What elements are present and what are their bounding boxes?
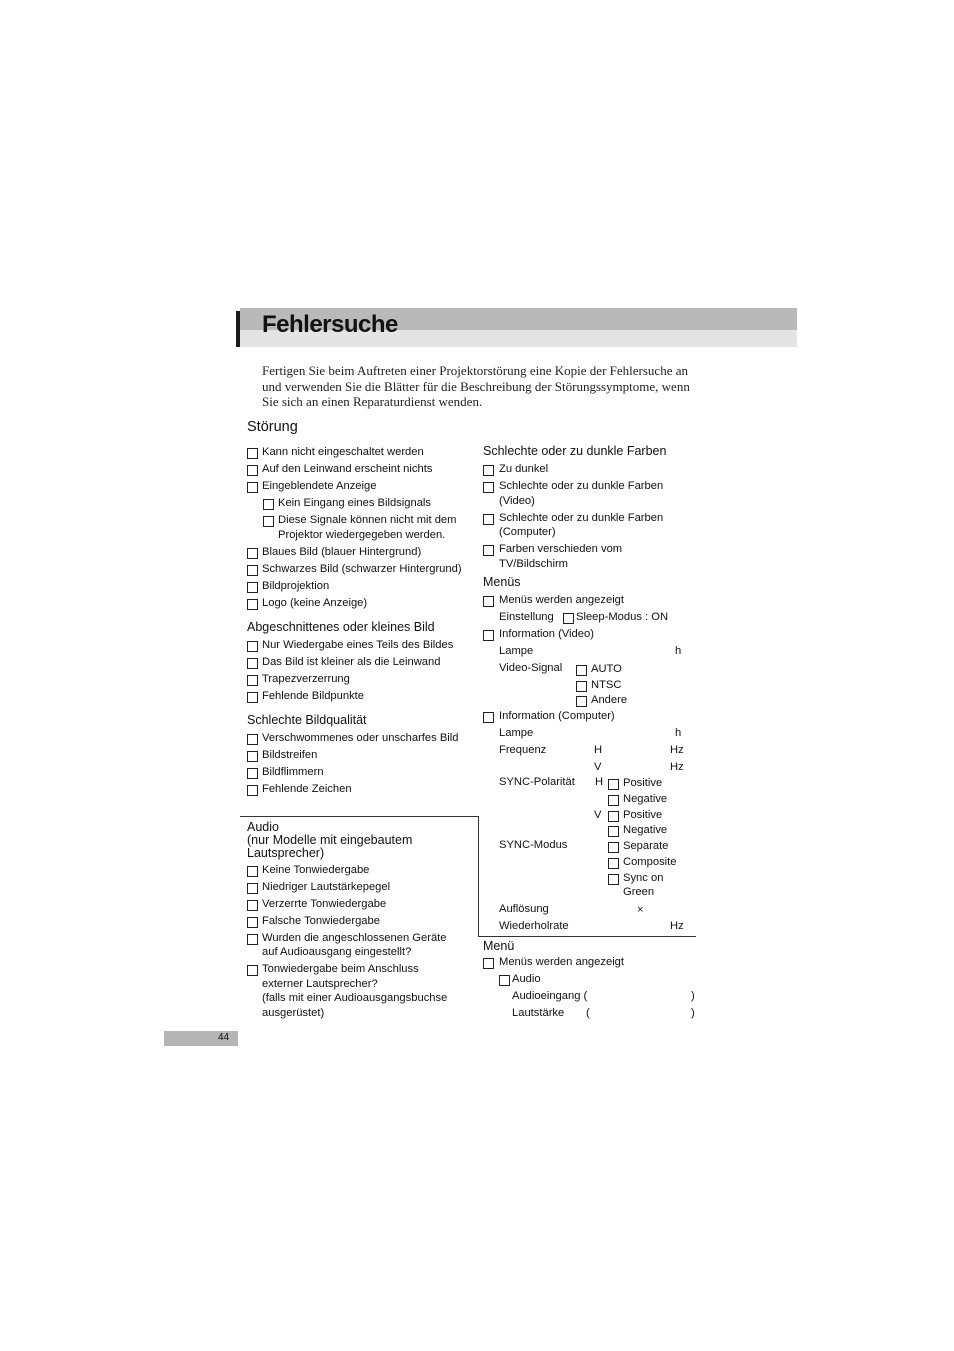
list-item: Zu dunkel [499, 463, 549, 475]
field-label: Frequenz [499, 744, 547, 756]
checkbox[interactable] [247, 934, 258, 945]
list-item: Bildprojektion [262, 580, 330, 592]
checkbox[interactable] [247, 582, 258, 593]
paren: ) [691, 1007, 695, 1019]
checkbox[interactable] [247, 658, 258, 669]
field-label: Audioeingang ( [512, 990, 588, 1002]
intro-paragraph: Fertigen Sie beim Auftreten einer Projektorstörung eine Kopie der Fehlersuche an und verwenden Sie die Blätter für die Beschreibung der Störungssymptome, wenn Sie sich an einen Reparaturdienst wenden. [262, 363, 690, 410]
divider [478, 816, 479, 937]
checkbox[interactable] [247, 785, 258, 796]
list-item: AUTO [591, 663, 622, 675]
unit-label: Hz [670, 920, 684, 932]
list-item: Composite [623, 856, 677, 868]
unit-label: h [675, 645, 682, 657]
checkbox[interactable] [247, 641, 258, 652]
field-label: Lautstärke [512, 1007, 565, 1019]
checkbox[interactable] [247, 734, 258, 745]
checkbox[interactable] [247, 692, 258, 703]
audio-title: Lautsprecher) [247, 846, 325, 860]
list-item: Schwarzes Bild (schwarzer Hintergrund) [262, 563, 462, 575]
checkbox[interactable] [247, 917, 258, 928]
checkbox[interactable] [483, 482, 494, 493]
checkbox[interactable] [576, 665, 587, 676]
list-item: NTSC [591, 679, 622, 691]
paren: ( [586, 1007, 590, 1019]
checkbox[interactable] [483, 630, 494, 641]
list-item: Bildflimmern [262, 766, 324, 778]
list-item: (Computer) [499, 526, 556, 538]
checkbox[interactable] [576, 681, 587, 692]
checkbox[interactable] [247, 465, 258, 476]
field-label: Lampe [499, 645, 534, 657]
divider [240, 816, 479, 817]
field-label: SYNC-Modus [499, 839, 568, 851]
subsection-title: Schlechte oder zu dunkle Farben [483, 444, 667, 458]
list-item: Separate [623, 840, 669, 852]
header-marker [236, 311, 240, 347]
field-label: H [595, 776, 604, 788]
subsection-title: Menüs [483, 575, 521, 589]
checkbox[interactable] [576, 696, 587, 707]
field-label: Einstellung [499, 611, 554, 623]
checkbox[interactable] [247, 565, 258, 576]
checkbox[interactable] [247, 751, 258, 762]
list-item: Fehlende Zeichen [262, 783, 352, 795]
checkbox[interactable] [608, 858, 619, 869]
checkbox[interactable] [563, 613, 574, 624]
checkbox[interactable] [608, 811, 619, 822]
list-item: Trapezverzerrung [262, 673, 350, 685]
checkbox[interactable] [247, 448, 258, 459]
checkbox[interactable] [483, 514, 494, 525]
subsection-title: Abgeschnittenes oder kleines Bild [247, 620, 435, 634]
checkbox[interactable] [247, 548, 258, 559]
list-item: Verzerrte Tonwiedergabe [262, 898, 387, 910]
divider [478, 936, 696, 937]
list-item: Green [623, 886, 655, 898]
unit-label: Hz [670, 744, 684, 756]
checkbox[interactable] [483, 545, 494, 556]
list-item: Nur Wiedergabe eines Teils des Bildes [262, 639, 454, 651]
checkbox[interactable] [247, 599, 258, 610]
list-item: Falsche Tonwiedergabe [262, 915, 380, 927]
checkbox[interactable] [608, 779, 619, 790]
audio-title: (nur Modelle mit eingebautem [247, 833, 413, 847]
list-item: Audio [512, 973, 541, 985]
checkbox[interactable] [263, 516, 274, 527]
checkbox[interactable] [608, 795, 619, 806]
checkbox[interactable] [499, 975, 510, 986]
list-item: Projektor wiedergegeben werden. [278, 529, 446, 541]
list-item: Tonwiedergabe beim Anschluss [262, 963, 419, 975]
list-item: Menüs werden angezeigt [499, 594, 625, 606]
list-item: Sleep-Modus : ON [576, 611, 669, 623]
list-item: Kein Eingang eines Bildsignals [278, 497, 431, 509]
list-item: auf Audioausgang eingestellt? [262, 946, 412, 958]
checkbox[interactable] [483, 465, 494, 476]
list-item: Positive [623, 809, 663, 821]
list-item: Keine Tonwiedergabe [262, 864, 370, 876]
field-label: Wiederholrate [499, 920, 569, 932]
checkbox[interactable] [483, 596, 494, 607]
list-item: (Video) [499, 495, 535, 507]
subsection-title: Schlechte Bildqualität [247, 713, 367, 727]
list-item: Menüs werden angezeigt [499, 956, 625, 968]
checkbox[interactable] [247, 866, 258, 877]
list-item: Verschwommenes oder unscharfes Bild [262, 732, 459, 744]
checkbox[interactable] [247, 900, 258, 911]
page-title: Fehlersuche [262, 311, 398, 338]
list-item: Blaues Bild (blauer Hintergrund) [262, 546, 422, 558]
checkbox[interactable] [608, 874, 619, 885]
list-item: Negative [623, 824, 668, 836]
subsection-title: Menü [483, 939, 515, 953]
list-item: Sync on [623, 872, 664, 884]
list-item: Kann nicht eingeschaltet werden [262, 446, 424, 458]
list-item: TV/Bildschirm [499, 558, 568, 570]
field-label: SYNC-Polarität [499, 776, 575, 788]
list-item: externer Lautsprecher? [262, 978, 378, 990]
list-item: Farben verschieden vom [499, 543, 623, 555]
list-item: Andere [591, 694, 628, 706]
unit-label: h [675, 727, 682, 739]
checkbox[interactable] [483, 712, 494, 723]
page-number: 44 [218, 1032, 230, 1043]
list-item: Information (Computer) [499, 710, 615, 722]
field-label: Lampe [499, 727, 534, 739]
list-item: Bildstreifen [262, 749, 318, 761]
list-item: Negative [623, 793, 668, 805]
list-item: Niedriger Lautstärkepegel [262, 881, 391, 893]
list-item: Fehlende Bildpunkte [262, 690, 365, 702]
paren: ) [691, 990, 695, 1002]
field-label: H [594, 744, 603, 756]
checkbox[interactable] [483, 958, 494, 969]
list-item: Logo (keine Anzeige) [262, 597, 368, 609]
list-item: (falls mit einer Audioausgangsbuchse [262, 992, 448, 1004]
audio-title: Audio [247, 820, 279, 834]
checkbox[interactable] [247, 482, 258, 493]
field-label: Auflösung [499, 903, 549, 915]
list-item: Das Bild ist kleiner als die Leinwand [262, 656, 441, 668]
checkbox[interactable] [263, 499, 274, 510]
list-item: Eingeblendete Anzeige [262, 480, 377, 492]
list-item: Auf den Leinwand erscheint nichts [262, 463, 433, 475]
list-item: Schlechte oder zu dunkle Farben [499, 480, 664, 492]
checkbox[interactable] [608, 842, 619, 853]
checkbox[interactable] [247, 768, 258, 779]
checkbox[interactable] [608, 826, 619, 837]
field-label: V [594, 761, 602, 773]
field-label: Video-Signal [499, 662, 563, 674]
unit-label: Hz [670, 761, 684, 773]
checkbox[interactable] [247, 675, 258, 686]
list-item: Schlechte oder zu dunkle Farben [499, 512, 664, 524]
times-sign: × [637, 904, 644, 916]
list-item: Wurden die angeschlossenen Geräte [262, 932, 447, 944]
list-item: ausgerüstet) [262, 1007, 325, 1019]
list-item: Diese Signale können nicht mit dem [278, 514, 457, 526]
checkbox[interactable] [247, 965, 258, 976]
section-title: Störung [247, 419, 298, 435]
checkbox[interactable] [247, 883, 258, 894]
list-item: Positive [623, 777, 663, 789]
field-label: V [594, 809, 602, 821]
list-item: Information (Video) [499, 628, 594, 640]
